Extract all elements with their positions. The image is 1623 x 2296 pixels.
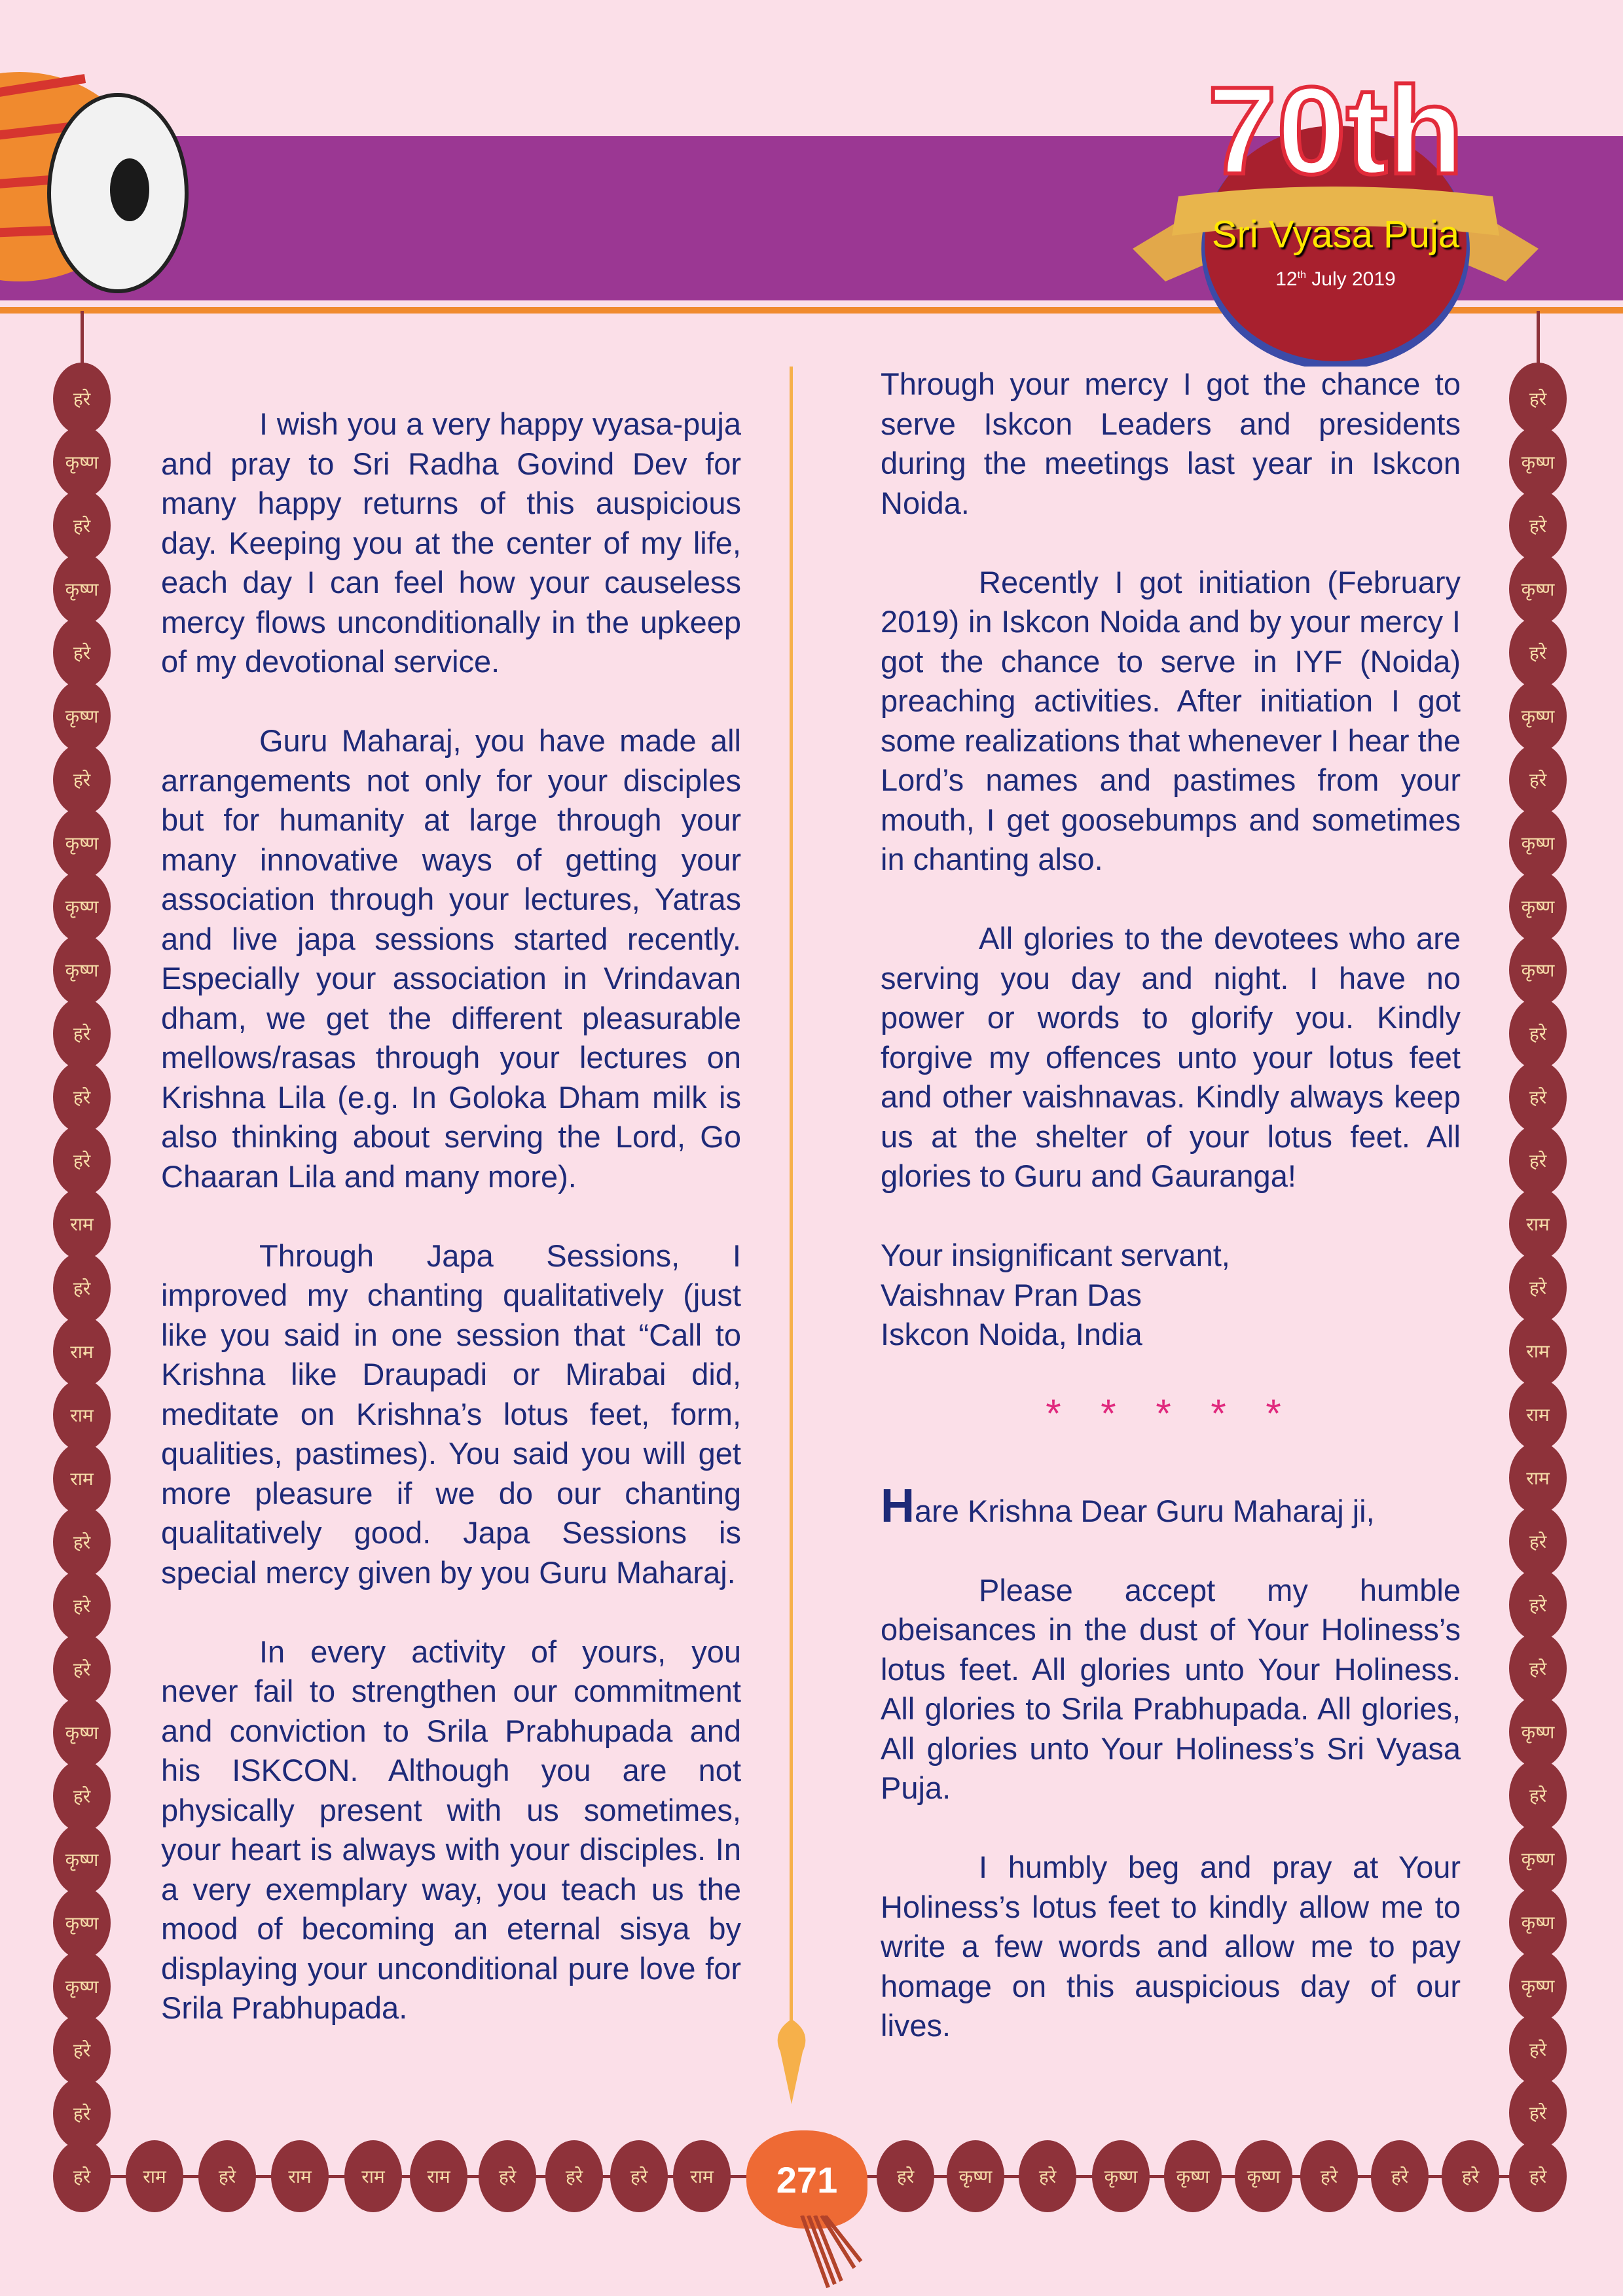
bead: हरे bbox=[53, 1633, 111, 1705]
bead: हरे bbox=[53, 1061, 111, 1133]
bead: राम bbox=[1509, 1378, 1567, 1450]
bead: राम bbox=[1509, 1315, 1567, 1387]
bead: हरे bbox=[53, 1506, 111, 1578]
bead: हरे bbox=[1442, 2140, 1499, 2212]
bead: हरे bbox=[610, 2140, 668, 2212]
paragraph: I humbly beg and pray at Your Holiness’s lotus feet to kindly allow me to write a few words and allow me to pay homage on this auspicious day of our lives. bbox=[881, 1850, 1461, 2043]
bead: हरे bbox=[53, 1570, 111, 1641]
bead: हरे bbox=[53, 1124, 111, 1196]
bead: हरे bbox=[1509, 2077, 1567, 2149]
bead: कृष्ण bbox=[1509, 553, 1567, 625]
bead: कृष्ण bbox=[53, 680, 111, 752]
bead: राम bbox=[126, 2140, 183, 2212]
bead: हरे bbox=[1509, 1759, 1567, 1831]
bead: हरे bbox=[1509, 1061, 1567, 1133]
paragraph: All glories to the devotees who are serving you day and night. I have no power or words to glorify you. Kindly forgive my offences unto your lotus feet and other vaishnavas. Kindly always keep us at the shelter of your lotus feet. All glories to Guru and Gauranga! bbox=[881, 921, 1461, 1193]
bead: राम bbox=[673, 2140, 731, 2212]
bead: हरे bbox=[53, 2140, 111, 2212]
bead: कृष्ण bbox=[53, 934, 111, 1006]
badge-title: Sri Vyasa Puja bbox=[1211, 213, 1460, 256]
bead: कृष्ण bbox=[53, 553, 111, 625]
bead: हरे bbox=[53, 2014, 111, 2086]
bead: कृष्ण bbox=[53, 426, 111, 498]
bead: कृष्ण bbox=[1092, 2140, 1150, 2212]
bead: हरे bbox=[1509, 997, 1567, 1069]
bead: कृष्ण bbox=[1509, 1823, 1567, 1895]
bead: हरे bbox=[1509, 617, 1567, 689]
anniversary-badge bbox=[1106, 62, 1565, 367]
bead: राम bbox=[53, 1379, 111, 1451]
badge-number: 70th bbox=[1207, 62, 1464, 200]
bead: राम bbox=[410, 2140, 467, 2212]
bead: कृष्ण bbox=[947, 2140, 1004, 2212]
bead: कृष्ण bbox=[1509, 870, 1567, 942]
bead: कृष्ण bbox=[53, 1823, 111, 1895]
section-separator: * * * * * bbox=[1046, 1391, 1296, 1435]
bead: राम bbox=[53, 1316, 111, 1388]
bead: हरे bbox=[53, 1760, 111, 1832]
bead: कृष्ण bbox=[53, 807, 111, 879]
bead: हरे bbox=[53, 363, 111, 435]
bead: राम bbox=[53, 1443, 111, 1515]
badge-date: 12th July 2019 bbox=[1275, 268, 1396, 290]
bead: हरे bbox=[1509, 744, 1567, 816]
drop-ornament-icon bbox=[771, 2019, 812, 2104]
bead: हरे bbox=[53, 1252, 111, 1324]
paragraph: Please accept my humble obeisances in the dust of Your Holiness’s lotus feet. All glories unto Your Holiness. All glories to Srila Prabhupada. All glories, All glories unto Your Holiness’s Sri Vyasa Puja. bbox=[881, 1572, 1461, 1805]
left-text-column bbox=[161, 404, 741, 2068]
bead: कृष्ण bbox=[1509, 807, 1567, 879]
paragraph: Through Japa Sessions, I improved my chanting qualitatively (just like you said in one session that “Call to Krishna like Draupadi or Mirabai did, meditate on Krishna’s lotus feet, form, qualities, pastimes). You said you will get more pleasure if we do our chanting qualitatively good. Japa Sessions is special mercy given by you Guru Maharaj. bbox=[161, 1238, 741, 1590]
bead: हरे bbox=[1019, 2140, 1076, 2212]
bead: कृष्ण bbox=[53, 1950, 111, 2022]
bead: हरे bbox=[1300, 2140, 1358, 2212]
bead: कृष्ण bbox=[1509, 426, 1567, 498]
bead: हरे bbox=[479, 2140, 536, 2212]
bead: कृष्ण bbox=[53, 1696, 111, 1768]
bead: हरे bbox=[53, 997, 111, 1069]
page-number: 271 bbox=[746, 2130, 867, 2229]
greeting: Hare Krishna Dear Guru Maharaj ji, bbox=[881, 1479, 1375, 1532]
paragraph: Recently I got initiation (February 2019) in Iskcon Noida and by your mercy I got the chance to serve in IYF (Noida) preaching activities. After initiation I got some realizations that whenever I hear the Lord’s names and pastimes from your mouth, I get goosebumps and sometimes in chanting also. bbox=[881, 564, 1461, 876]
bead: हरे bbox=[53, 490, 111, 562]
bead: हरे bbox=[1509, 1569, 1567, 1641]
bead: राम bbox=[1509, 1442, 1567, 1514]
bead: कृष्ण bbox=[53, 1887, 111, 1959]
bead: राम bbox=[344, 2140, 402, 2212]
bead: हरे bbox=[198, 2140, 256, 2212]
bead: राम bbox=[271, 2140, 329, 2212]
bead: कृष्ण bbox=[53, 870, 111, 942]
bead: हरे bbox=[1509, 1124, 1567, 1196]
bead: हरे bbox=[1509, 363, 1567, 435]
right-text-column bbox=[881, 365, 1461, 2085]
bead: कृष्ण bbox=[1509, 1696, 1567, 1768]
bead: हरे bbox=[53, 744, 111, 816]
bead: कृष्ण bbox=[1509, 680, 1567, 752]
bead: राम bbox=[1509, 1188, 1567, 1260]
signature: Your insignificant servant, Vaishnav Pran Das Iskcon Noida, India bbox=[881, 1238, 1230, 1352]
bead: हरे bbox=[1509, 1632, 1567, 1704]
bead: कृष्ण bbox=[1235, 2140, 1292, 2212]
bead: कृष्ण bbox=[1509, 1886, 1567, 1958]
bead: हरे bbox=[1509, 1251, 1567, 1323]
paragraph: In every activity of yours, you never fail to strengthen our commitment and conviction to Srila Prabhupada and his ISKCON. Although you are not physically present with us sometimes, your heart is always with your disciples. In a very exemplary way, you teach us the mood of becoming an eternal sisya by displaying your unconditional pure love for Srila Prabhupada. bbox=[161, 1634, 741, 2025]
bead: हरे bbox=[1509, 490, 1567, 562]
bead: हरे bbox=[1509, 2013, 1567, 2085]
bead: कृष्ण bbox=[1164, 2140, 1222, 2212]
paragraph: Guru Maharaj, you have made all arrangements not only for your disciples but for humanity at large through your many innovative ways of getting your association through your lectures, Yatras and live japa sessions started recently. Especially your association in Vrindavan dham, we get the different pleasurable mellows/rasas through your lectures on Krishna Lila (e.g. In Goloka Dham milk is also thinking about serving the Lord, Go Chaaran Lila and many more). bbox=[161, 723, 741, 1194]
paragraph: I wish you a very happy vyasa-puja and pray to Sri Radha Govind Dev for many happy returns of this auspicious day. Keeping you at the center of my life, each day I can feel how your causeless mercy flows unconditionally in the upkeep of my devotional service. bbox=[161, 406, 741, 679]
bead: कृष्ण bbox=[1509, 1950, 1567, 2022]
bead: हरे bbox=[1509, 1505, 1567, 1577]
bead: हरे bbox=[53, 2077, 111, 2149]
paragraph: Through your mercy I got the chance to serve Iskcon Leaders and presidents during the meetings last year in Iskcon Noida. bbox=[881, 367, 1461, 520]
bead: हरे bbox=[545, 2140, 603, 2212]
bead: कृष्ण bbox=[1509, 934, 1567, 1006]
bead-tassel-icon bbox=[795, 2215, 867, 2294]
bead: हरे bbox=[1509, 2140, 1567, 2212]
mridanga-drum-icon bbox=[0, 26, 196, 301]
bead: राम bbox=[53, 1188, 111, 1260]
bead: हरे bbox=[53, 617, 111, 689]
bead: हरे bbox=[877, 2140, 934, 2212]
bead: हरे bbox=[1371, 2140, 1429, 2212]
column-divider bbox=[790, 367, 793, 2022]
